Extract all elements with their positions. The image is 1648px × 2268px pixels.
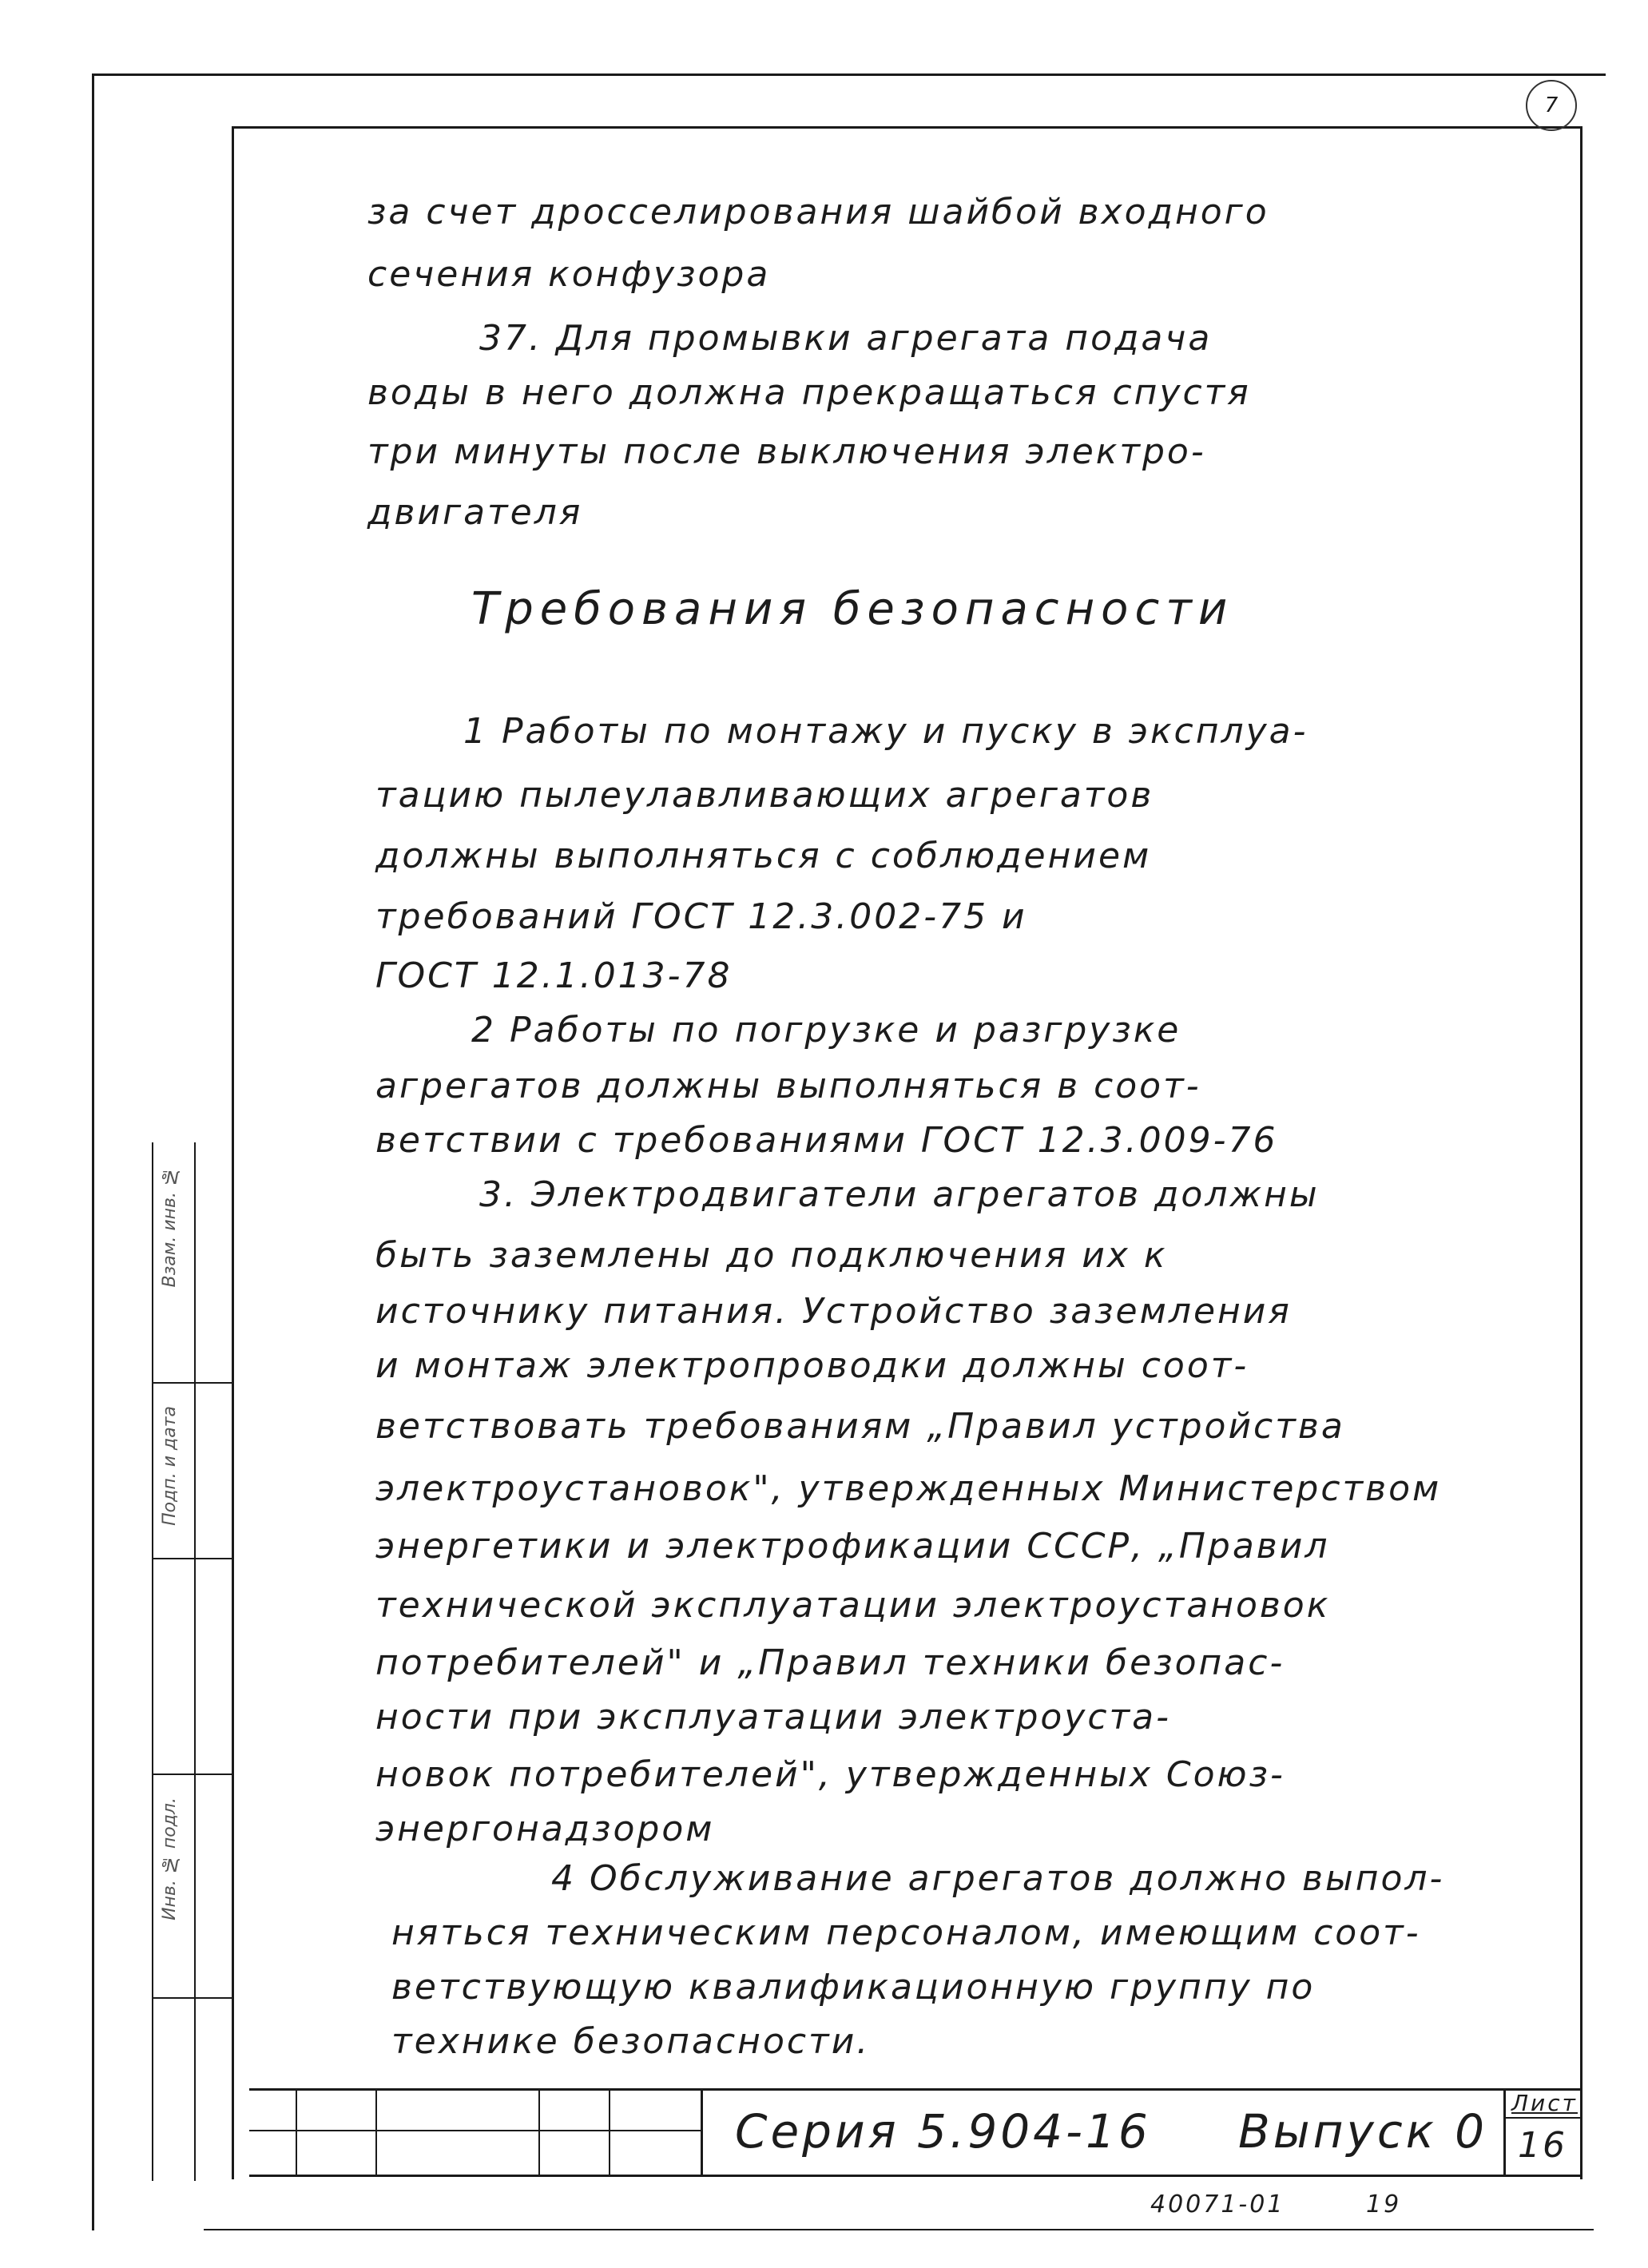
- text-line-1: за счет дросселирования шайбой входного: [367, 192, 1269, 232]
- sheet-number: 16: [1518, 2125, 1567, 2166]
- text-line-24: ности при эксплуатации электроуста-: [375, 1697, 1171, 1738]
- text-line-29: ветствующую квалификационную группу по: [391, 1967, 1316, 2008]
- side-label-1: Взам. инв. №: [160, 1166, 180, 1288]
- series-label: Серия 5.904-16: [735, 2104, 1151, 2159]
- text-line-2: сечения конфузора: [367, 254, 771, 295]
- section-heading: Требования безопасности: [471, 583, 1234, 635]
- text-line-20: электроустановок", утвержденных Министерством: [375, 1468, 1442, 1509]
- frame-top-line: [92, 73, 1606, 76]
- side-label-2: Подп. и дата: [160, 1406, 180, 1526]
- footer-mark: 19: [1366, 2191, 1402, 2218]
- stamp-top-line: [249, 2088, 1580, 2091]
- text-line-14: ветствии с требованиями ГОСТ 12.3.009-76: [375, 1120, 1278, 1161]
- text-line-28: няться техническим персоналом, имеющим соот-: [391, 1913, 1421, 1953]
- stamp-col-2: [375, 2088, 377, 2176]
- inner-right-line: [1580, 126, 1582, 2179]
- text-line-3: 37. Для промывки агрегата подача: [479, 318, 1213, 359]
- footer-code: 40071-01: [1150, 2191, 1285, 2218]
- text-line-4: воды в него должна прекращаться спустя: [367, 372, 1251, 413]
- stamp-col-1: [296, 2088, 297, 2176]
- side-col-left: [152, 1142, 153, 2181]
- stamp-bottom-line: [249, 2175, 1580, 2177]
- side-label-3: Инв. № подл.: [160, 1797, 180, 1920]
- inner-left-line: [232, 126, 234, 2179]
- side-row-3: [152, 1773, 232, 1775]
- inner-top-line: [232, 126, 1582, 129]
- stamp-col-6: [1503, 2088, 1506, 2176]
- text-line-17: источнику питания. Устройство заземления: [375, 1291, 1292, 1332]
- issue-label: Выпуск 0: [1238, 2104, 1488, 2159]
- text-line-10: требований ГОСТ 12.3.002-75 и: [375, 896, 1027, 937]
- stamp-col-4: [609, 2088, 610, 2176]
- text-line-7: 1 Работы по монтажу и пуску в эксплуа-: [463, 711, 1308, 752]
- text-line-22: технической эксплуатации электроустановок: [375, 1585, 1331, 1626]
- frame-left-line: [92, 73, 94, 2230]
- stamp-mid-line: [249, 2130, 701, 2131]
- text-line-9: должны выполняться с соблюдением: [375, 836, 1152, 876]
- text-line-8: тацию пылеулавливающих агрегатов: [375, 775, 1154, 816]
- text-line-21: энергетики и электрофикации СССР, „Правил: [375, 1526, 1330, 1567]
- text-line-18: и монтаж электропроводки должны соот-: [375, 1345, 1249, 1386]
- text-line-13: агрегатов должны выполняться в соот-: [375, 1066, 1201, 1106]
- text-line-23: потребителей" и „Правил техники безопас-: [375, 1642, 1285, 1683]
- text-line-15: 3. Электродвигатели агрегатов должны: [479, 1174, 1320, 1215]
- corner-page-mark: 7: [1526, 80, 1577, 131]
- text-line-16: быть заземлены до подключения их к: [375, 1235, 1168, 1276]
- text-line-27: 4 Обслуживание агрегатов должно выпол-: [551, 1858, 1445, 1899]
- side-col-mid: [194, 1142, 196, 2181]
- bottom-border-line: [204, 2229, 1594, 2230]
- sheet-label: Лист: [1511, 2090, 1578, 2116]
- side-row-4: [152, 1997, 232, 1999]
- stamp-col-5: [701, 2088, 703, 2176]
- text-line-5: три минуты после выключения электро-: [367, 431, 1206, 472]
- text-line-19: ветствовать требованиям „Правил устройства: [375, 1406, 1345, 1447]
- side-row-2: [152, 1558, 232, 1559]
- stamp-sheet-divider: [1503, 2117, 1580, 2119]
- text-line-11: ГОСТ 12.1.013-78: [375, 955, 733, 996]
- text-line-6: двигателя: [367, 492, 583, 533]
- side-row-1: [152, 1382, 232, 1384]
- text-line-12: 2 Работы по погрузке и разгрузке: [471, 1010, 1181, 1051]
- text-line-30: технике безопасности.: [391, 2021, 871, 2062]
- text-line-25: новок потребителей", утвержденных Союз-: [375, 1754, 1285, 1795]
- text-line-26: энергонадзором: [375, 1809, 715, 1849]
- stamp-col-3: [538, 2088, 540, 2176]
